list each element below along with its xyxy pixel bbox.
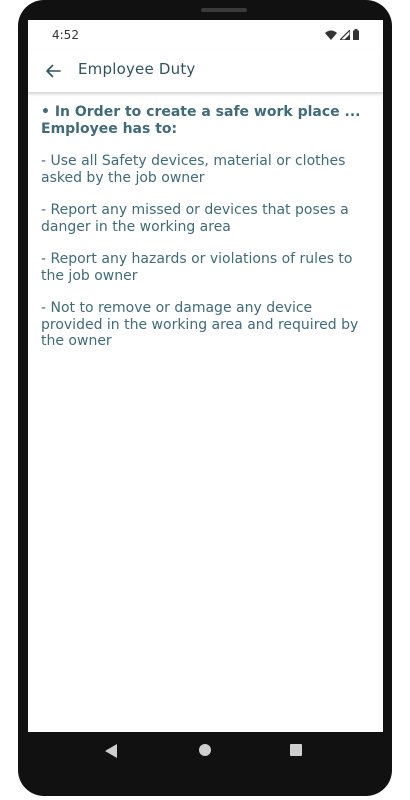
status-bar — [28, 20, 383, 50]
duty-item: - Not to remove or damage any device provided in the working area and required by the owner — [41, 300, 359, 349]
speaker-grille — [201, 8, 247, 12]
duty-content — [41, 104, 371, 366]
wifi-icon — [325, 30, 337, 40]
duty-item: - Use all Safety devices, material or clothes asked by the job owner — [41, 153, 346, 186]
screen — [28, 20, 383, 732]
status-time: 4:52 — [52, 28, 79, 42]
duty-item: - Report any hazards or violations of rules to the job owner — [41, 251, 353, 284]
nav-back-button[interactable] — [105, 743, 117, 762]
status-icons — [325, 29, 359, 40]
page-title: Employee Duty — [78, 60, 196, 78]
signal-icon — [340, 30, 350, 40]
nav-home-button[interactable] — [199, 744, 211, 756]
nav-recents-button[interactable] — [290, 744, 302, 756]
back-button[interactable] — [40, 58, 66, 84]
battery-icon — [353, 29, 359, 40]
duty-intro: • In Order to create a safe work place ... Employee has to: — [41, 104, 361, 137]
nav-back-icon — [105, 744, 117, 758]
navigation-bar — [28, 732, 383, 768]
app-bar — [28, 50, 383, 92]
duty-item: - Report any missed or devices that poses a danger in the working area — [41, 202, 349, 235]
arrow-back-icon — [45, 63, 61, 79]
